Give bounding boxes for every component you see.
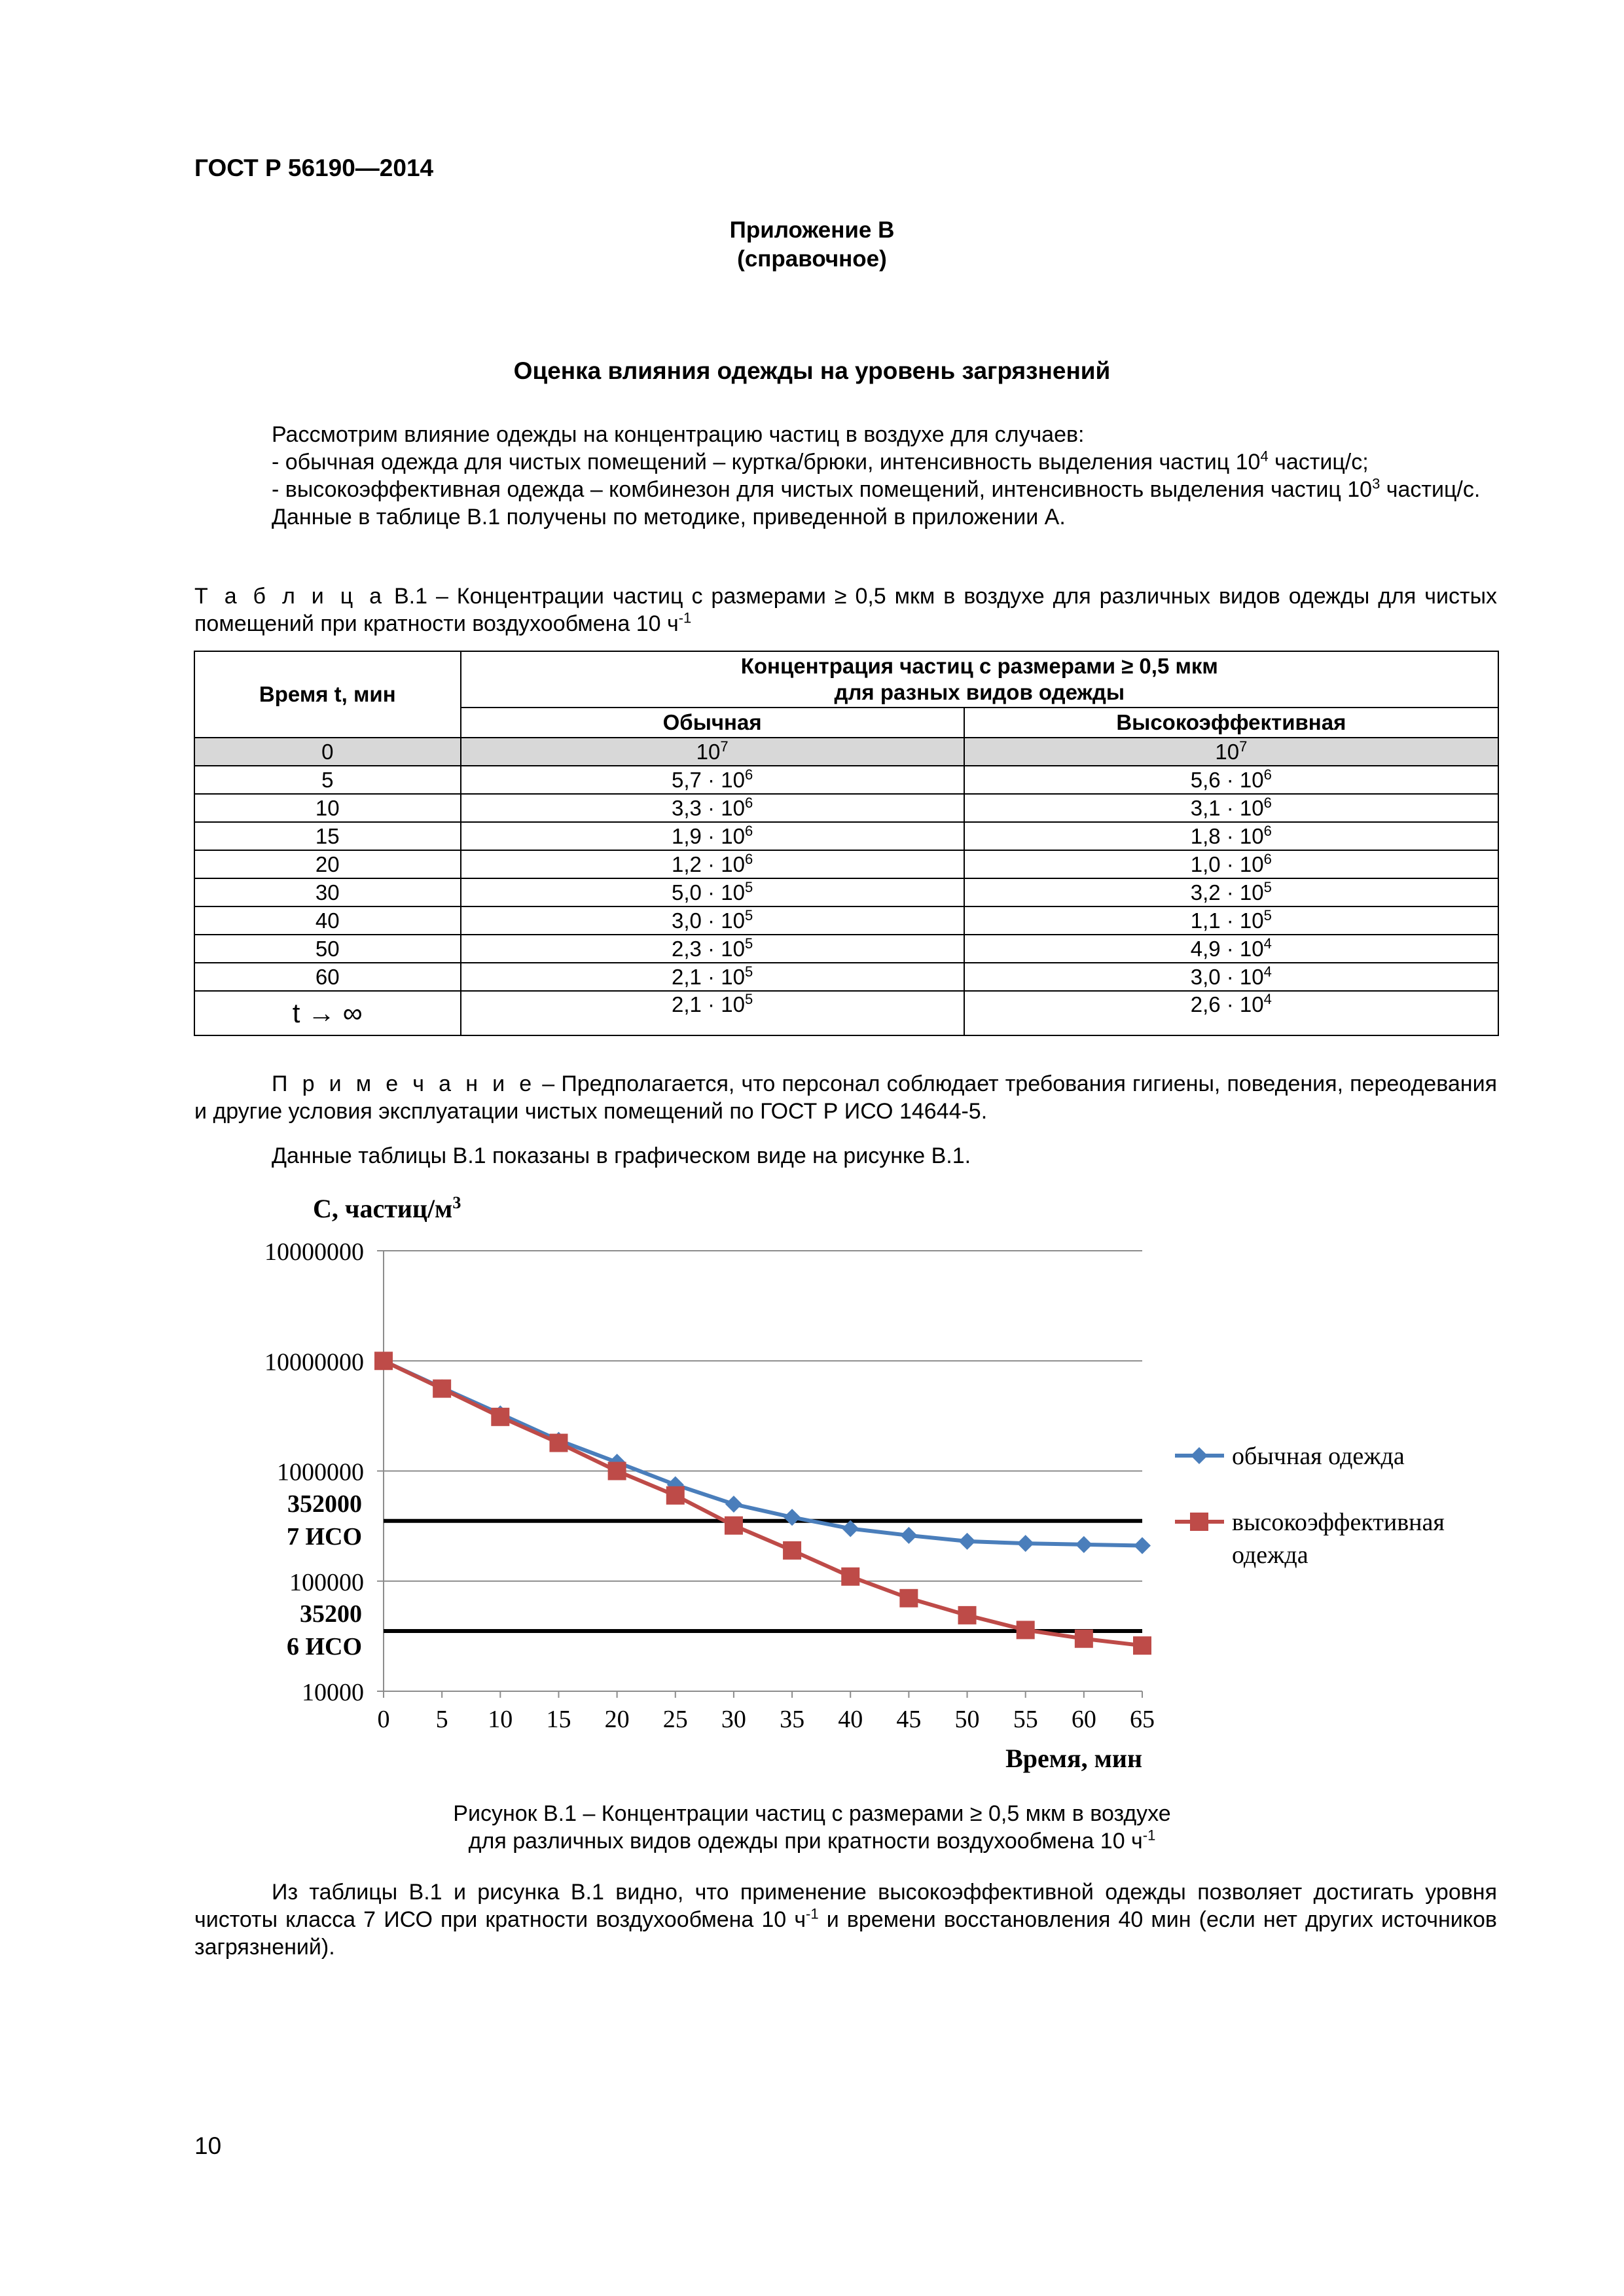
table-row xyxy=(194,935,1498,963)
x-tick-label: 45 xyxy=(896,1706,922,1733)
data-point-high xyxy=(1017,1621,1035,1639)
cell-high: $2,6 \cdot 10^4$ xyxy=(964,991,1498,1035)
table-caption: Т а б л и ц а В.1 – Концентрации частиц с размерами ≥ 0,5 мкм в воздухе для различных видов одежды для чистых помещений при кратности воздухообмена 10 $ч^{-1}$ xyxy=(194,584,1498,636)
legend-label-normal: обычная одежда xyxy=(1232,1443,1405,1470)
legend-label-high: высокоэффективная одежда xyxy=(1232,1509,1445,1569)
x-tick-label: 15 xyxy=(546,1706,571,1733)
cell-time: 5 xyxy=(194,766,461,794)
data-point-high xyxy=(725,1516,743,1535)
data-point-normal xyxy=(1075,1536,1092,1553)
data-point-normal xyxy=(725,1496,742,1513)
data-point-normal xyxy=(784,1509,801,1526)
data-point-normal xyxy=(1134,1537,1151,1554)
data-point-high xyxy=(899,1589,918,1607)
cell-high: $3,0 \cdot 10^4$ xyxy=(964,963,1498,991)
y-tick-label: 1000000 xyxy=(277,1458,364,1486)
cell-normal: $1,2 \cdot 10^6$ xyxy=(461,850,964,878)
reference-class-label: 6 ИСО xyxy=(286,1633,362,1661)
data-point-normal xyxy=(900,1527,917,1544)
cell-high: $3,1 \cdot 10^6$ xyxy=(964,794,1498,822)
table-row xyxy=(194,878,1498,906)
cell-high: $1,1 \cdot 10^5$ xyxy=(964,906,1498,935)
data-point-high xyxy=(841,1568,859,1586)
table-label: Т а б л и ц а xyxy=(194,584,386,609)
cell-time: 60 xyxy=(194,963,461,991)
section-title: Оценка влияния одежды на уровень загрязнений xyxy=(513,357,1111,384)
cell-normal: $5,0 \cdot 10^5$ xyxy=(461,878,964,906)
cell-high: $10^7$ xyxy=(964,738,1498,766)
table-row xyxy=(194,738,1498,766)
cell-time: 50 xyxy=(194,935,461,963)
cell-time: 15 xyxy=(194,822,461,850)
x-tick-label: 55 xyxy=(1013,1706,1038,1733)
header-normal: Обычная xyxy=(461,708,964,738)
x-tick-label: 0 xyxy=(377,1706,390,1733)
cell-time: t → ∞ xyxy=(194,991,461,1035)
y-tick-label: 10000000 xyxy=(264,1348,364,1376)
intro-line: Рассмотрим влияние одежды на концентрацию частиц в воздухе для случаев: xyxy=(272,422,1085,447)
table-row xyxy=(194,906,1498,935)
y-tick-label: 10000 xyxy=(302,1679,364,1706)
figure-caption: Рисунок В.1 – Концентрации частиц с размерами ≥ 0,5 мкм в воздухе для различных видов одежды при кратности воздухообмена 10 $ч^{-1}$ xyxy=(453,1801,1171,1854)
chart-intro: Данные таблицы В.1 показаны в графическом виде на рисунке В.1. xyxy=(272,1143,971,1168)
cell-normal: $3,0 \cdot 10^5$ xyxy=(461,906,964,935)
table-row xyxy=(194,850,1498,878)
appendix-heading xyxy=(0,216,1624,274)
cell-normal: $3,3 \cdot 10^6$ xyxy=(461,794,964,822)
appendix-title: Приложение В xyxy=(729,217,895,243)
data-point-high xyxy=(374,1352,393,1370)
reference-value-label: 35200 xyxy=(300,1600,362,1628)
data-point-high xyxy=(491,1408,509,1426)
cell-time: 10 xyxy=(194,794,461,822)
cell-time: 40 xyxy=(194,906,461,935)
cell-time: 20 xyxy=(194,850,461,878)
y-tick-label: 10000000 xyxy=(264,1238,364,1266)
cell-time: 30 xyxy=(194,878,461,906)
concentration-table xyxy=(194,651,1499,1036)
reference-value-label: 352000 xyxy=(287,1490,362,1518)
header-time: Время t, мин xyxy=(194,651,461,738)
cell-normal: $2,1 \cdot 10^5$ xyxy=(461,991,964,1035)
intro-paragraph xyxy=(194,421,1497,531)
x-tick-label: 30 xyxy=(721,1706,746,1733)
header-high: Высокоэффективная xyxy=(964,708,1498,738)
x-tick-label: 20 xyxy=(604,1706,630,1733)
x-tick-label: 5 xyxy=(435,1706,448,1733)
document-header: ГОСТ Р 56190—2014 xyxy=(194,154,434,181)
data-point-normal xyxy=(959,1533,976,1550)
page-number: 10 xyxy=(194,2132,222,2159)
table-row xyxy=(194,794,1498,822)
series-line-normal xyxy=(384,1361,1142,1545)
cell-high: $3,2 \cdot 10^5$ xyxy=(964,878,1498,906)
x-axis-label: Время, мин xyxy=(1005,1744,1142,1773)
y-tick-label: 100000 xyxy=(289,1568,364,1596)
x-tick-label: 35 xyxy=(780,1706,805,1733)
note-label: П р и м е ч а н и е xyxy=(272,1071,536,1096)
cell-high: $1,0 \cdot 10^6$ xyxy=(964,850,1498,878)
x-tick-label: 40 xyxy=(838,1706,863,1733)
x-tick-label: 25 xyxy=(662,1706,688,1733)
series-line-high xyxy=(384,1361,1142,1645)
header-concentration: Концентрация частиц с размерами ≥ 0,5 мкм для разных видов одежды xyxy=(461,651,1498,708)
cell-normal: $5,7 \cdot 10^6$ xyxy=(461,766,964,794)
data-point-high xyxy=(958,1606,977,1624)
intro-item-normal: - обычная одежда для чистых помещений – куртка/брюки, интенсивность выделения частиц $10^4$ частиц/с; xyxy=(272,448,1369,475)
conclusion-paragraph: Из таблицы В.1 и рисунка В.1 видно, что применение высокоэффективной одежды позволяет достигать уровня чистоты класса 7 ИСО при кратности воздухообмена 10 $ч^{-1}$ и времени восстановления 40 мин (если нет других источников загрязнений). xyxy=(194,1880,1497,1960)
cell-normal: $2,3 \cdot 10^5$ xyxy=(461,935,964,963)
table-row xyxy=(194,822,1498,850)
cell-normal: $1,9 \cdot 10^6$ xyxy=(461,822,964,850)
legend-marker-normal xyxy=(1191,1447,1208,1464)
intro-method-line: Данные в таблице В.1 получены по методике, приведенной в приложении А. xyxy=(272,505,1066,529)
table-row xyxy=(194,991,1498,1035)
data-point-high xyxy=(433,1380,451,1398)
x-tick-label: 60 xyxy=(1071,1706,1096,1733)
appendix-subtitle: (справочное) xyxy=(737,246,887,272)
intro-item-high: - высокоэффективная одежда – комбинезон для чистых помещений, интенсивность выделения частиц $10^3$ частиц/с. xyxy=(272,475,1481,502)
data-point-normal xyxy=(1017,1535,1034,1552)
legend-marker-high xyxy=(1190,1513,1208,1531)
table-note: П р и м е ч а н и е – Предполагается, что персонал соблюдает требования гигиены, поведения, переодевания и другие условия эксплуатации чистых помещений по ГОСТ Р ИСО 14644-5. xyxy=(194,1071,1497,1124)
data-point-high xyxy=(1133,1636,1151,1655)
x-tick-label: 10 xyxy=(488,1706,513,1733)
cell-time: 0 xyxy=(194,738,461,766)
data-point-high xyxy=(1075,1630,1093,1648)
data-point-high xyxy=(608,1462,626,1480)
cell-high: $5,6 \cdot 10^6$ xyxy=(964,766,1498,794)
concentration-chart xyxy=(0,1178,1624,1806)
cell-high: $4,9 \cdot 10^4$ xyxy=(964,935,1498,963)
data-point-high xyxy=(666,1486,685,1505)
x-tick-label: 65 xyxy=(1130,1706,1155,1733)
table-row xyxy=(194,766,1498,794)
cell-normal: $10^7$ xyxy=(461,738,964,766)
cell-normal: $2,1 \cdot 10^5$ xyxy=(461,963,964,991)
x-tick-label: 50 xyxy=(954,1706,980,1733)
cell-high: $1,8 \cdot 10^6$ xyxy=(964,822,1498,850)
data-point-high xyxy=(549,1434,568,1452)
data-point-high xyxy=(783,1541,801,1560)
reference-class-label: 7 ИСО xyxy=(286,1522,362,1551)
table-row xyxy=(194,963,1498,991)
y-axis-label: С, частиц/$м^3$ xyxy=(313,1193,461,1223)
